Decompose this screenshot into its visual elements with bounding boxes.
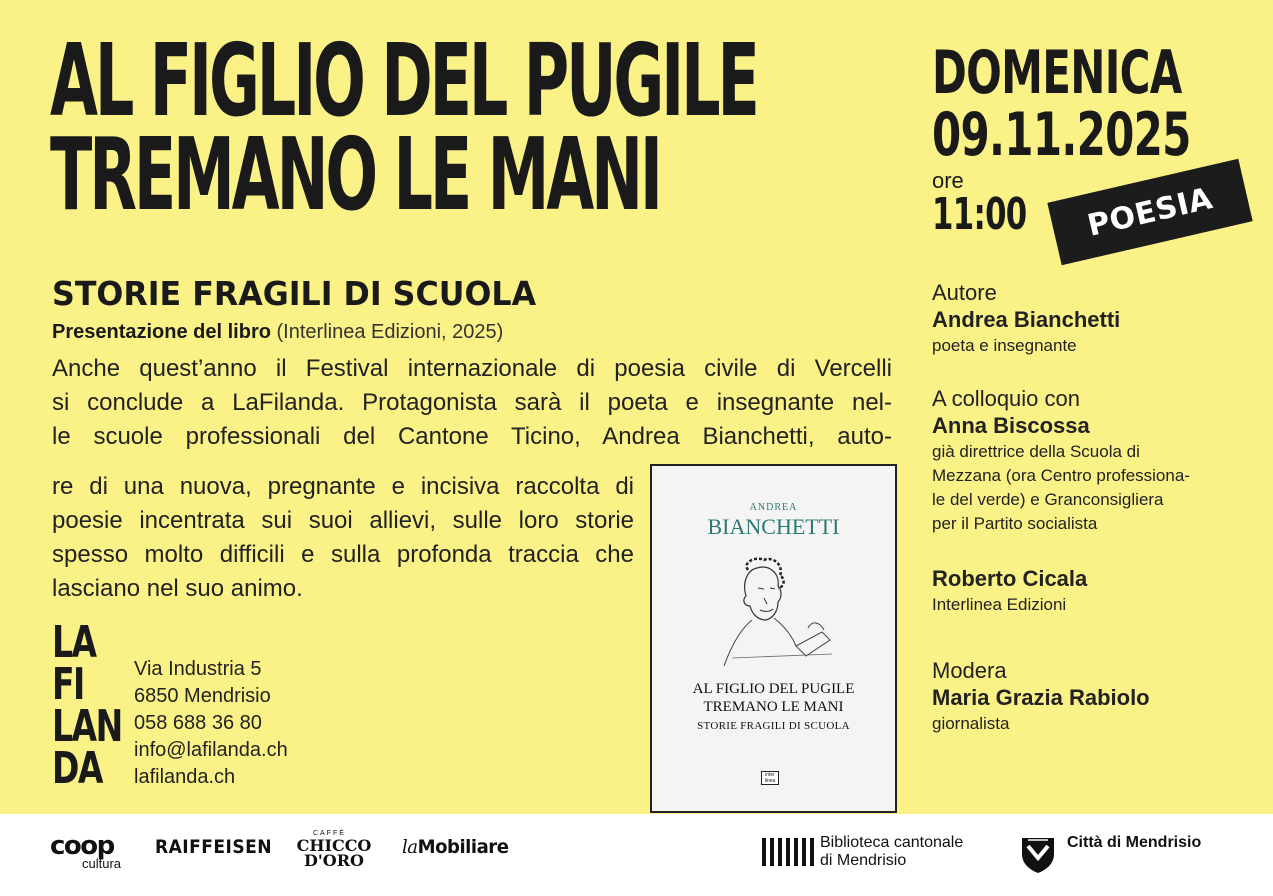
credit-label: Autore xyxy=(932,280,997,305)
biblioteca-logo xyxy=(820,834,963,870)
book-cover xyxy=(650,464,897,813)
book-title xyxy=(652,680,895,716)
credit-name: Roberto Cicala xyxy=(932,566,1088,591)
presentation-line xyxy=(52,321,503,344)
description-line: spesso molto difficili e sulla profonda traccia che xyxy=(52,541,634,568)
address-email[interactable]: info@lafilanda.ch xyxy=(134,739,288,761)
credit-author xyxy=(932,280,1120,358)
event-subtitle: STORIE FRAGILI DI SCUOLA xyxy=(52,274,537,313)
book-title-line: AL FIGLIO DEL PUGILE xyxy=(692,681,855,697)
credit-label: A colloquio con xyxy=(932,386,1080,411)
mobiliare-name: Mobiliare xyxy=(417,836,509,858)
credit-name: Maria Grazia Rabiolo xyxy=(932,685,1150,710)
credit-role xyxy=(932,440,1190,536)
coop-cultura-label: cultura xyxy=(82,856,122,871)
credit-role-line: le del verde) e Granconsigliera xyxy=(932,490,1164,509)
credit-role-line: Mezzana (ora Centro professiona- xyxy=(932,466,1190,485)
logo-line: LAN xyxy=(52,701,122,752)
chicco-line: D'ORO xyxy=(304,851,364,870)
credit-role-line: Interlinea Edizioni xyxy=(932,595,1067,614)
credit-role-line: poeta e insegnante xyxy=(932,336,1077,355)
logo-line: FI xyxy=(52,659,84,710)
raiffeisen-logo: RAIFFEISEN xyxy=(155,836,272,858)
credit-role xyxy=(932,593,1087,617)
mobiliare-prefix: la xyxy=(402,836,418,858)
mendrisio-shield-icon xyxy=(1020,834,1056,874)
chicco-doro-logo xyxy=(294,838,374,868)
credit-role-line: già direttrice della Scuola di xyxy=(932,442,1140,461)
description-paragraph-bottom xyxy=(52,470,634,606)
biblioteca-bars-icon xyxy=(762,834,814,870)
credit-moderator xyxy=(932,658,1150,736)
credit-colloquio-second xyxy=(932,565,1087,617)
title-line-2: TREMANO LE MANI xyxy=(50,116,660,233)
title-line-1: AL FIGLIO DEL PUGILE xyxy=(50,22,757,139)
coop-logo: coop xyxy=(50,831,114,861)
event-ore-label: ore xyxy=(932,168,964,193)
description-line: re di una nuova, pregnante e incisiva raccolta di xyxy=(52,473,634,500)
book-author-last-name: BIANCHETTI xyxy=(707,514,840,539)
address-city: 6850 Mendrisio xyxy=(134,685,271,707)
description-line: lasciano nel suo animo. xyxy=(52,575,303,602)
credit-role xyxy=(932,712,1150,736)
credit-label: Modera xyxy=(932,658,1007,683)
description-line: le scuole professionali del Cantone Ticino, Andrea Bianchetti, auto- xyxy=(52,423,892,450)
address-phone: 058 688 36 80 xyxy=(134,712,262,734)
credit-name: Andrea Bianchetti xyxy=(932,307,1121,332)
logo-line: DA xyxy=(52,743,102,794)
venue-address xyxy=(134,656,288,791)
chicco-caffe-label: CAFFÈ xyxy=(313,830,346,837)
biblioteca-line: di Mendrisio xyxy=(820,852,907,869)
event-date: 09.11.2025 xyxy=(932,100,1191,170)
citta-mendrisio-logo: Città di Mendrisio xyxy=(1067,834,1202,851)
mobiliare-logo xyxy=(402,836,508,858)
presentation-label: Presentazione del libro xyxy=(52,321,271,343)
portrait-drawing-icon xyxy=(712,548,837,668)
category-badge: POESIA xyxy=(1047,159,1252,265)
logo-line: LA xyxy=(52,617,96,668)
credit-role-line: giornalista xyxy=(932,714,1010,733)
book-title-line: TREMANO LE MANI xyxy=(703,699,844,715)
address-street: Via Industria 5 xyxy=(134,658,262,680)
book-subtitle: STORIE FRAGILI DI SCUOLA xyxy=(697,720,850,732)
description-line: poesie incentrata sui suoi allievi, sulle loro storie xyxy=(52,507,634,534)
credit-role xyxy=(932,334,1120,358)
chicco-line: CHICCO xyxy=(296,836,372,855)
credit-role-line: per il Partito socialista xyxy=(932,514,1098,533)
sponsor-footer xyxy=(0,814,1273,896)
presentation-publisher: (Interlinea Edizioni, 2025) xyxy=(276,321,504,343)
address-website[interactable]: lafilanda.ch xyxy=(134,766,236,788)
interlinea-logo: inter linea xyxy=(761,771,779,785)
description-paragraph-top xyxy=(52,352,892,454)
event-day: DOMENICA xyxy=(932,38,1182,108)
description-line: si conclude a LaFilanda. Protagonista sarà il poeta e insegnante nel- xyxy=(52,389,892,416)
event-time: 11:00 xyxy=(932,189,1027,240)
event-title xyxy=(50,22,757,233)
lafilanda-logo xyxy=(52,617,122,794)
description-line: Anche quest’anno il Festival internazionale di poesia civile di Vercelli xyxy=(52,355,892,382)
book-author-first-name: ANDREA xyxy=(749,502,798,513)
credit-name: Anna Biscossa xyxy=(932,413,1090,438)
credit-colloquio xyxy=(932,386,1190,536)
biblioteca-line: Biblioteca cantonale xyxy=(820,834,964,851)
